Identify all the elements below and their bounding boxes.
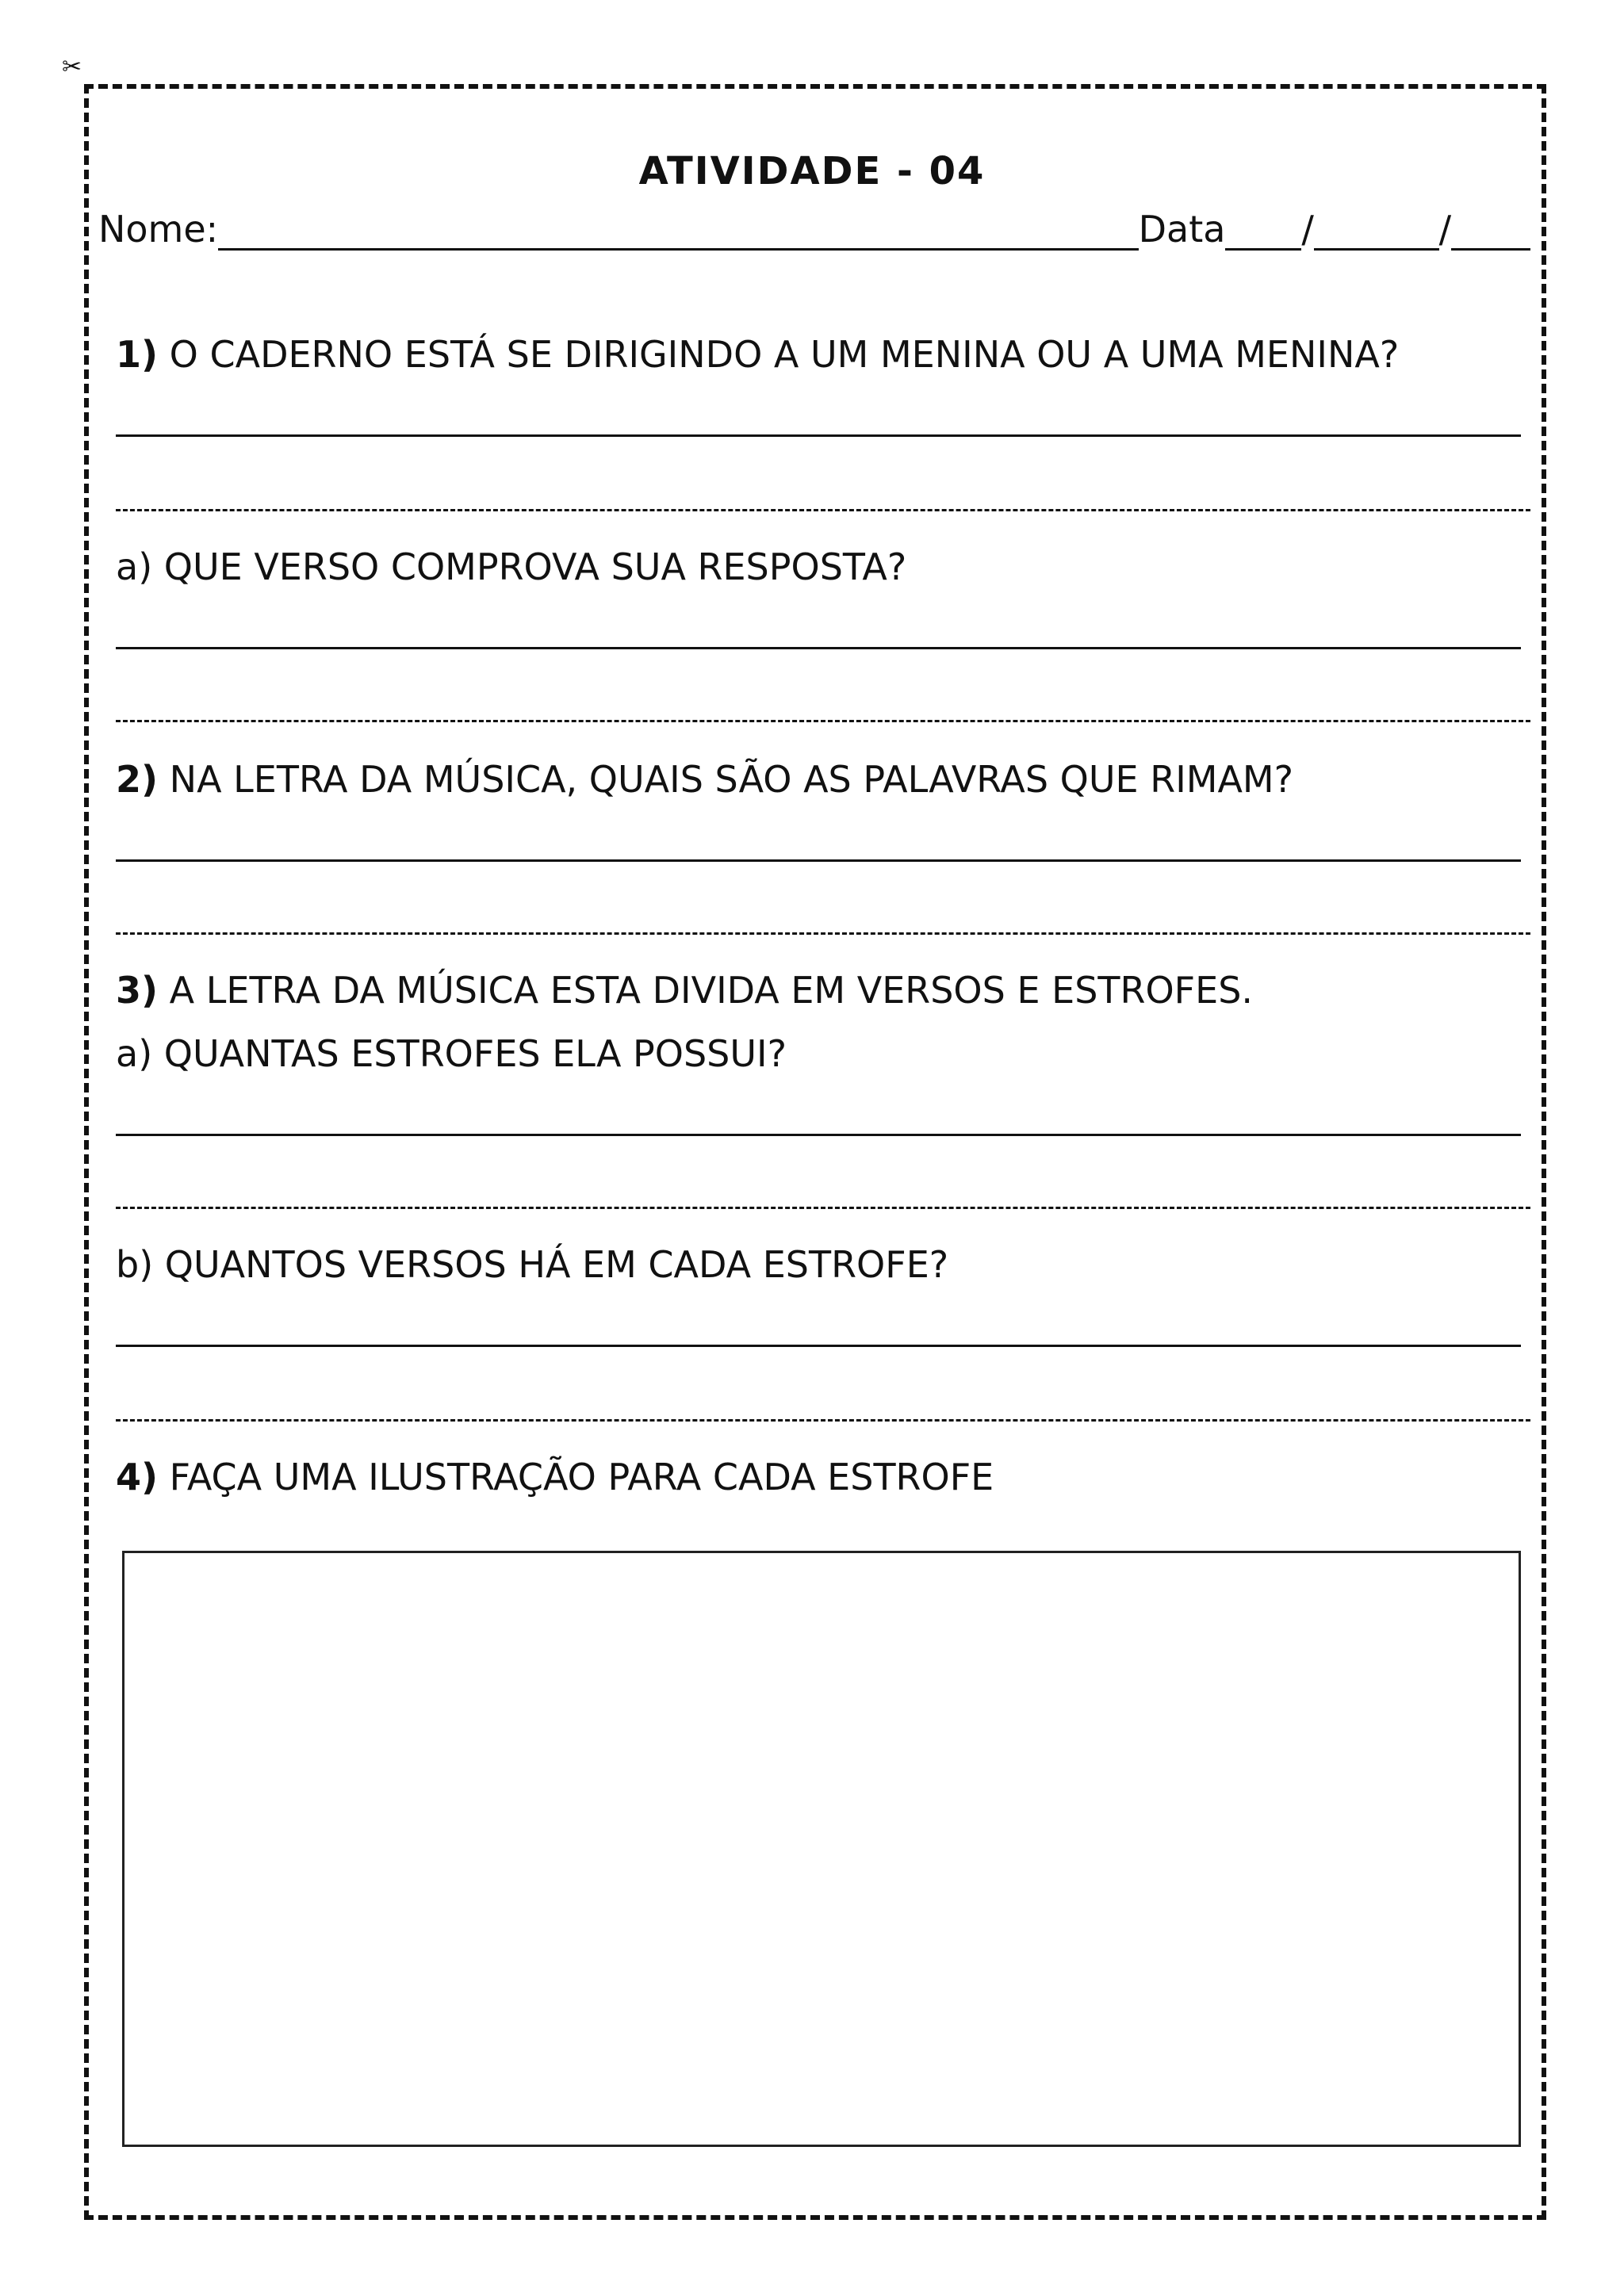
page-title: ATIVIDADE - 04 (638, 149, 986, 193)
answer-line-dashed[interactable] (116, 932, 1530, 935)
date-year-field[interactable] (1451, 209, 1530, 251)
question-4 (116, 1456, 994, 1498)
illustration-box[interactable] (122, 1551, 1521, 2147)
question-1 (116, 333, 1399, 376)
answer-line[interactable] (116, 859, 1521, 862)
name-date-row (98, 203, 1530, 251)
date-label: Data (1138, 208, 1226, 251)
question-text: b) QUANTOS VERSOS HÁ EM CADA ESTROFE? (116, 1243, 949, 1286)
scissors-icon: ✂ (62, 53, 82, 81)
date-day-field[interactable] (1225, 209, 1301, 251)
answer-line-dashed[interactable] (116, 509, 1530, 511)
answer-line[interactable] (116, 647, 1521, 649)
question-text: a) QUE VERSO COMPROVA SUA RESPOSTA? (116, 545, 907, 588)
question-text: a) QUANTAS ESTROFES ELA POSSUI? (116, 1032, 787, 1075)
question-text: NA LETRA DA MÚSICA, QUAIS SÃO AS PALAVRAS QUE RIMAM? (169, 758, 1294, 801)
answer-line-dashed[interactable] (116, 1207, 1530, 1209)
question-3b (116, 1243, 948, 1286)
question-number: 4) (116, 1456, 159, 1498)
answer-line-dashed[interactable] (116, 1419, 1530, 1422)
question-number: 3) (116, 969, 159, 1012)
name-field[interactable] (218, 209, 1138, 251)
question-1a (116, 545, 906, 588)
date-separator: / (1438, 208, 1452, 251)
answer-line-dashed[interactable] (116, 720, 1530, 722)
date-month-field[interactable] (1314, 209, 1439, 251)
question-text: FAÇA UMA ILUSTRAÇÃO PARA CADA ESTROFE (169, 1456, 994, 1498)
answer-line[interactable] (116, 1134, 1521, 1136)
answer-line[interactable] (116, 1345, 1521, 1347)
question-text: A LETRA DA MÚSICA ESTA DIVIDA EM VERSOS E ESTROFES. (169, 969, 1254, 1012)
question-3 (116, 969, 1253, 1012)
question-number: 2) (116, 758, 159, 801)
question-number: 1) (116, 333, 159, 376)
question-2 (116, 758, 1293, 801)
name-label: Nome: (98, 208, 219, 251)
question-text: O CADERNO ESTÁ SE DIRIGINDO A UM MENINA OU A UMA MENINA? (169, 333, 1400, 376)
question-3a (116, 1032, 787, 1075)
answer-line[interactable] (116, 434, 1521, 437)
date-separator: / (1301, 208, 1314, 251)
